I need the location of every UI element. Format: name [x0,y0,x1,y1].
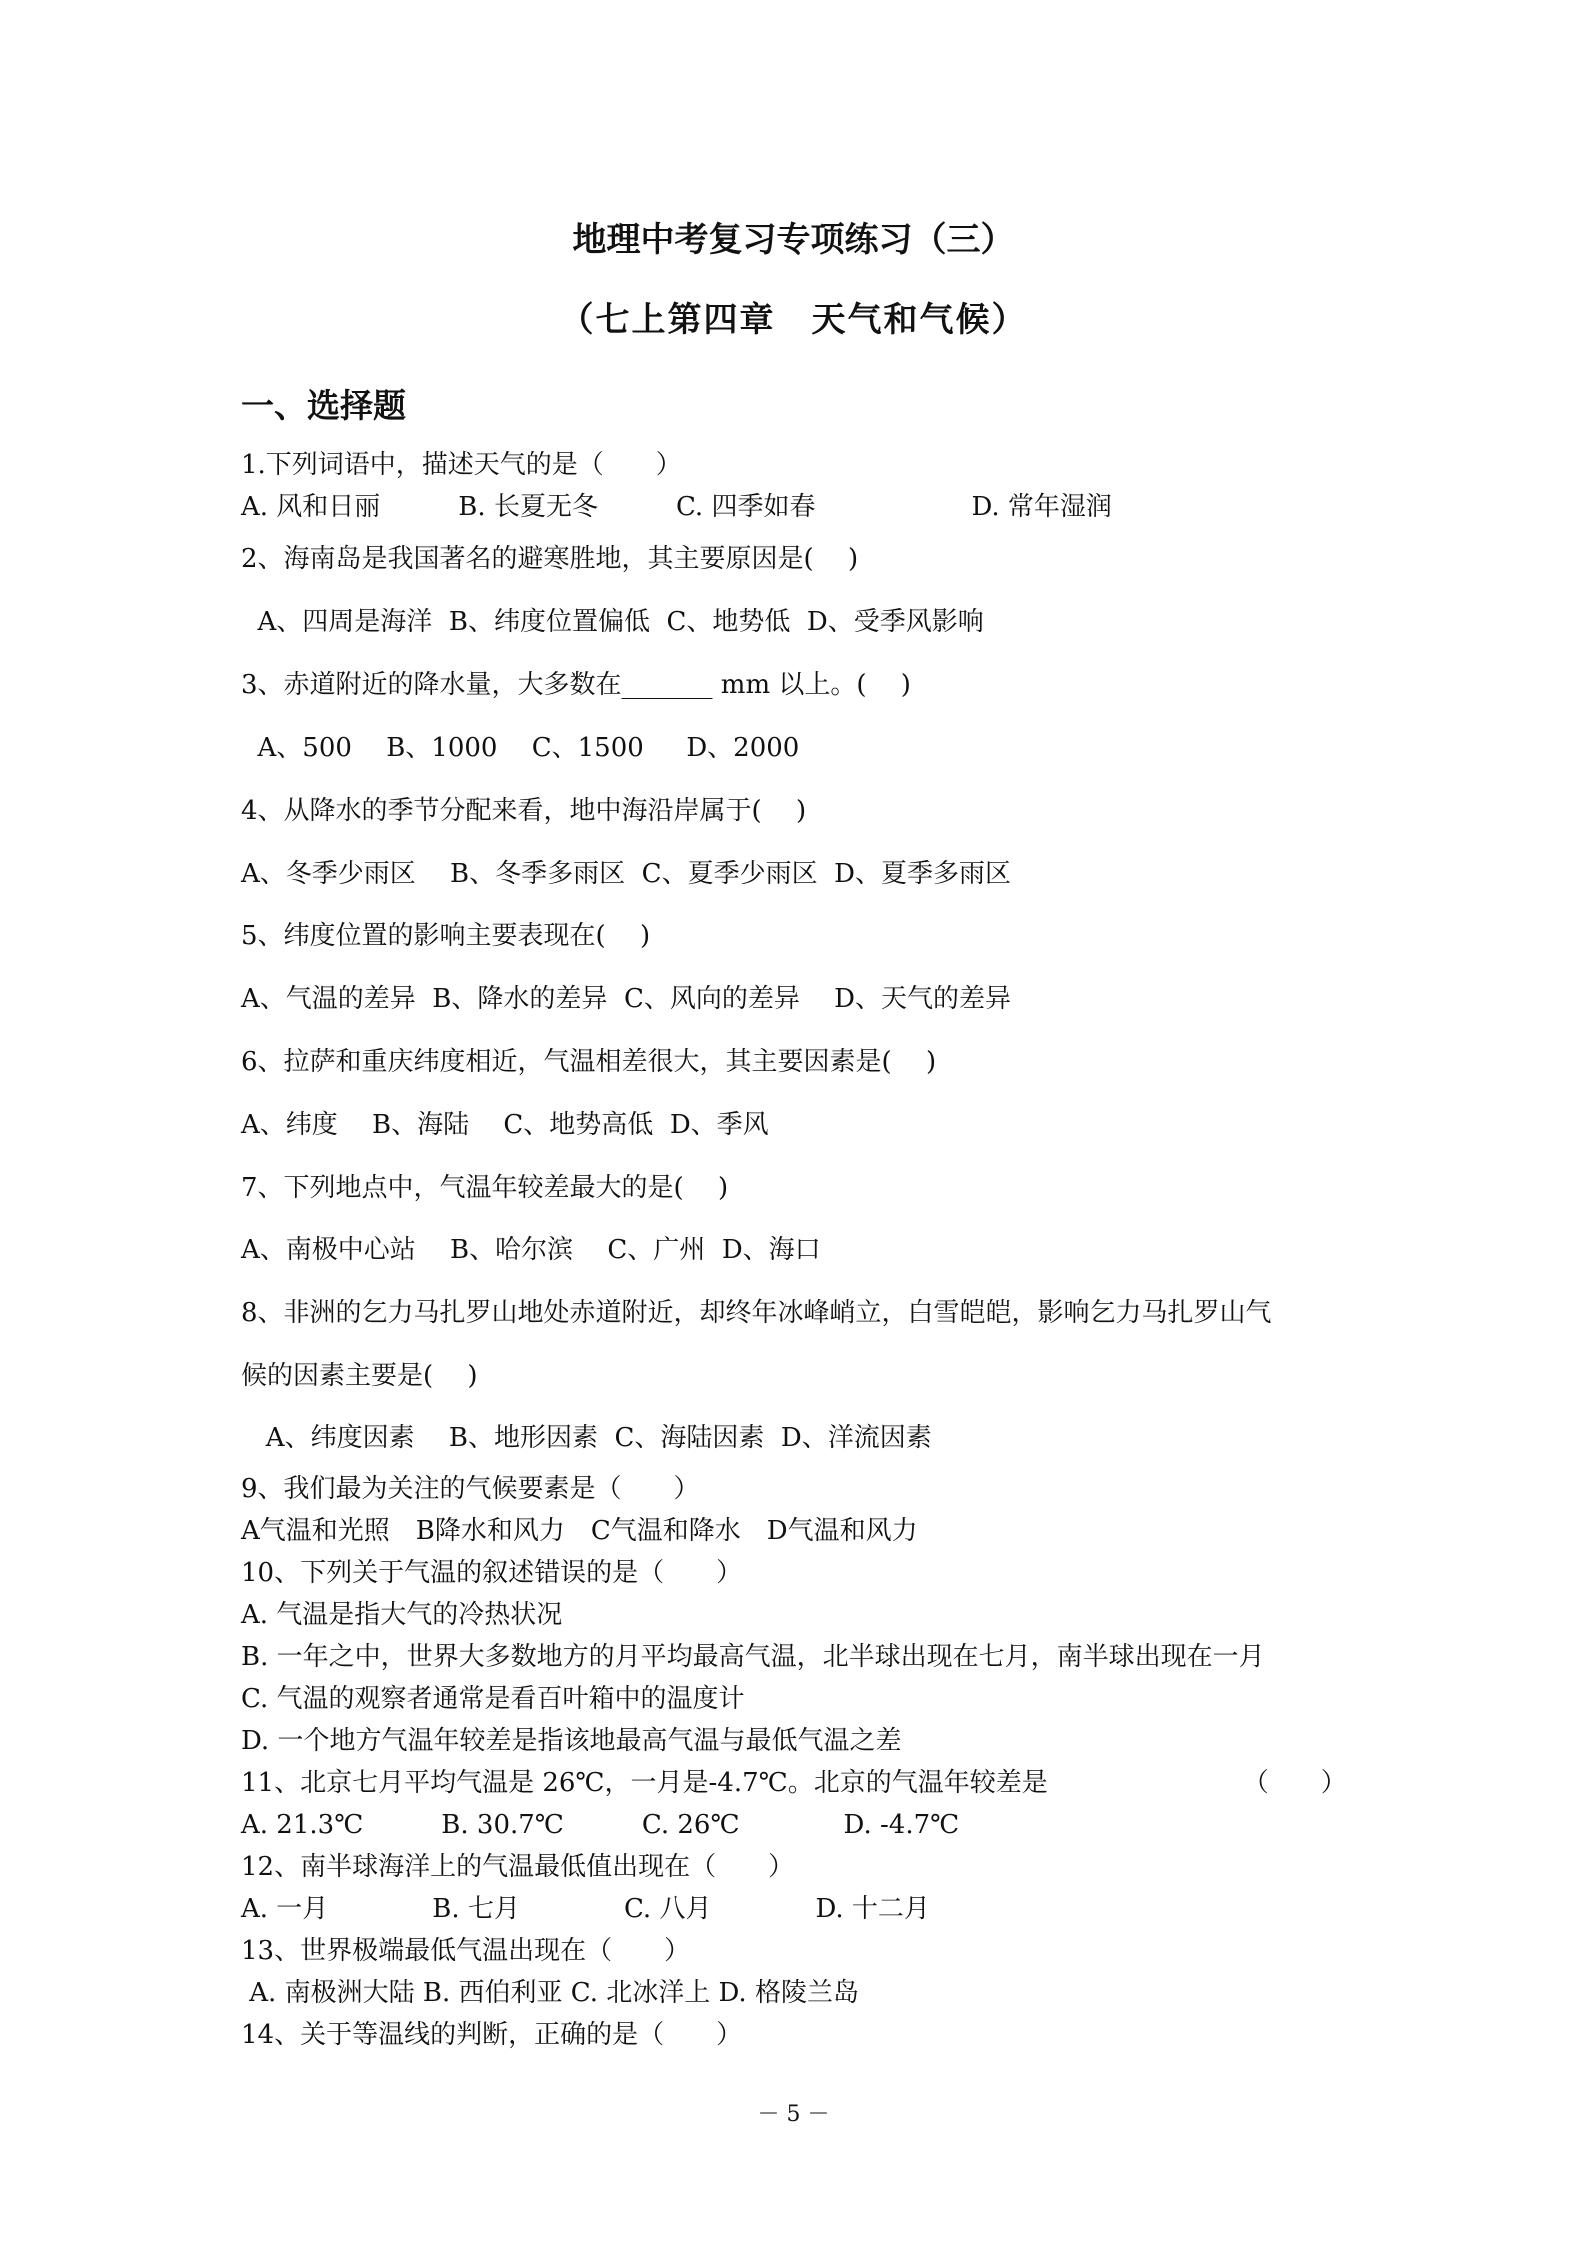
question-13: 13、世界极端最低气温出现在（ ） [241,1936,691,1966]
question-4-options: A、冬季少雨区 B、冬季多雨区 C、夏季少雨区 D、夏季多雨区 [241,859,1011,889]
question-9: 9、我们最为关注的气候要素是（ ） [241,1474,700,1504]
question-2: 2、海南岛是我国著名的避寒胜地，其主要原因是( ) [241,544,859,574]
question-6: 6、拉萨和重庆纬度相近，气温相差很大，其主要因素是( ) [241,1047,937,1077]
question-10-option-b: B. 一年之中，世界大多数地方的月平均最高气温，北半球出现在七月，南半球出现在一月 [241,1642,1265,1672]
question-5-options: A、气温的差异 B、降水的差异 C、风向的差异 D、天气的差异 [241,984,1011,1014]
question-7: 7、下列地点中，气温年较差最大的是( ) [241,1173,729,1203]
question-11: 11、北京七月平均气温是 26℃，一月是-4.7℃。北京的气温年较差是 （ ） [241,1768,1347,1798]
question-13-options: A. 南极洲大陆 B. 西伯利亚 C. 北冰洋上 D. 格陵兰岛 [241,1978,859,2008]
question-10: 10、下列关于气温的叙述错误的是（ ） [241,1558,743,1588]
page-title: 地理中考复习专项练习（三） [572,220,1015,260]
question-1: 1.下列词语中，描述天气的是（ ） [241,450,682,480]
question-5: 5、纬度位置的影响主要表现在( ) [241,921,651,951]
page-subtitle: （七上第四章 天气和气候） [559,300,1028,340]
question-2-options: A、四周是海洋 B、纬度位置偏低 C、地势低 D、受季风影响 [241,607,984,637]
question-10-option-d: D. 一个地方气温年较差是指该地最高气温与最低气温之差 [241,1726,902,1756]
question-14: 14、关于等温线的判断，正确的是（ ） [241,2020,743,2050]
question-10-option-c: C. 气温的观察者通常是看百叶箱中的温度计 [241,1684,745,1714]
question-12: 12、南半球海洋上的气温最低值出现在（ ） [241,1852,795,1882]
question-7-options: A、南极中心站 B、哈尔滨 C、广州 D、海口 [241,1235,821,1265]
question-8: 8、非洲的乞力马扎罗山地处赤道附近，却终年冰峰峭立，白雪皑皑，影响乞力马扎罗山气 [241,1298,1272,1328]
question-3: 3、赤道附近的降水量，大多数在_______ mm 以上。( ) [241,670,911,700]
question-8-cont: 候的因素主要是( ) [241,1361,478,1391]
question-4: 4、从降水的季节分配来看，地中海沿岸属于( ) [241,796,807,826]
question-10-option-a: A. 气温是指大气的冷热状况 [241,1600,563,1630]
question-6-options: A、纬度 B、海陆 C、地势高低 D、季风 [241,1110,769,1140]
question-11-options: A. 21.3℃ B. 30.7℃ C. 26℃ D. -4.7℃ [241,1810,960,1840]
question-9-options: A气温和光照 B降水和风力 C气温和降水 D气温和风力 [241,1516,918,1546]
question-3-options: A、500 B、1000 C、1500 D、2000 [241,733,800,763]
page-number: － 5 － [757,2102,830,2127]
question-12-options: A. 一月 B. 七月 C. 八月 D. 十二月 [241,1894,930,1924]
question-8-options: A、纬度因素 B、地形因素 C、海陆因素 D、洋流因素 [241,1423,932,1453]
section-heading: 一、选择题 [241,386,406,425]
question-1-options: A. 风和日丽 B. 长夏无冬 C. 四季如春 D. 常年湿润 [241,492,1112,522]
